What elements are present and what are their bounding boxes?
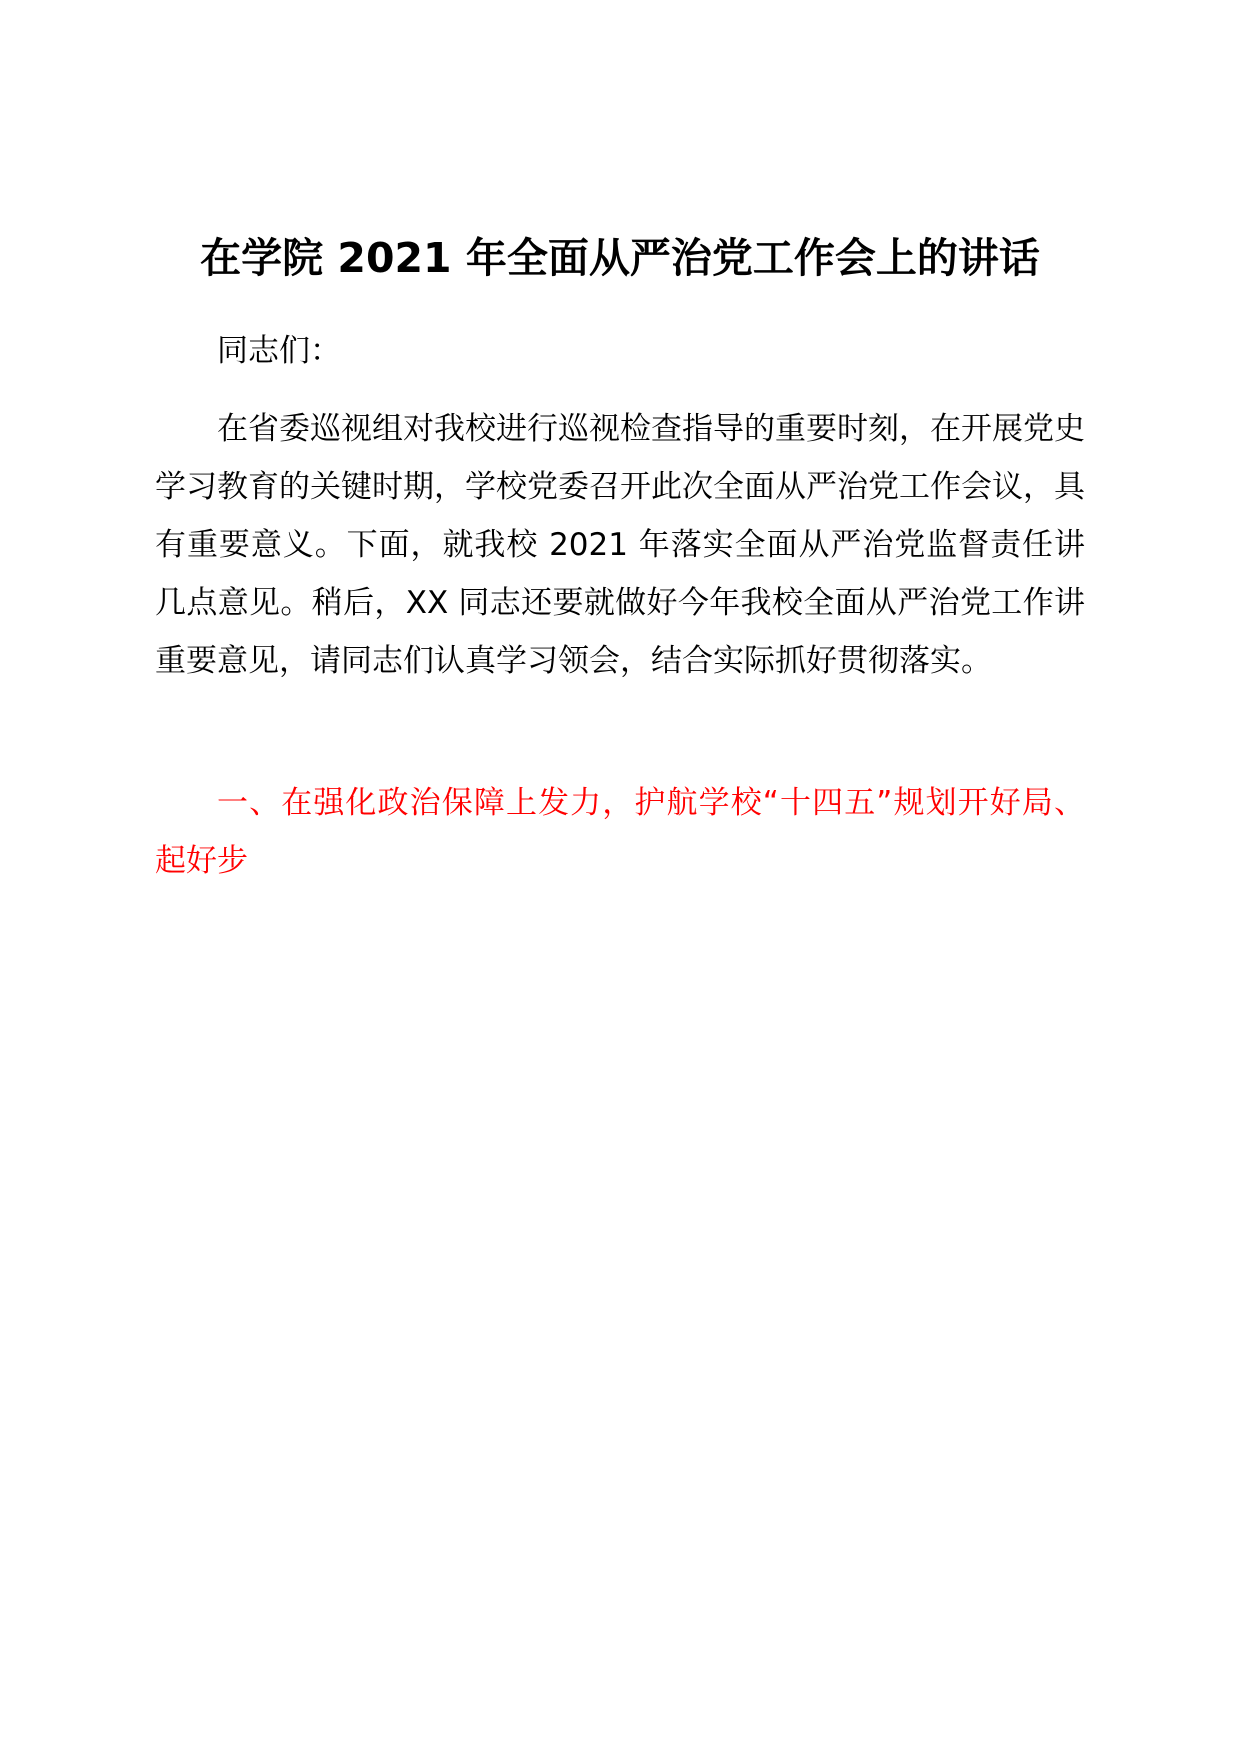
greeting-line: 同志们： — [217, 333, 341, 369]
body-paragraph: 在省委巡视组对我校进行巡视检查指导的重要时刻，在开展党史学习教育的关键时期，学校党委召开此次全面从严治党工作会议，具有重要意义。下面，就我校 2021 年落实全面从严治党监督责任讲几点意见。稍后，XX 同志还要就做好今年我校全面从严治党工作讲重要意见，请同志们认真学习领会，结合实际抓好贯彻落实。 — [155, 411, 1085, 679]
document-title: 在学院 2021 年全面从严治党工作会上的讲话 — [200, 234, 1040, 282]
section-heading: 一、在强化政治保障上发力，护航学校“十四五”规划开好局、起好步 — [155, 785, 1085, 879]
